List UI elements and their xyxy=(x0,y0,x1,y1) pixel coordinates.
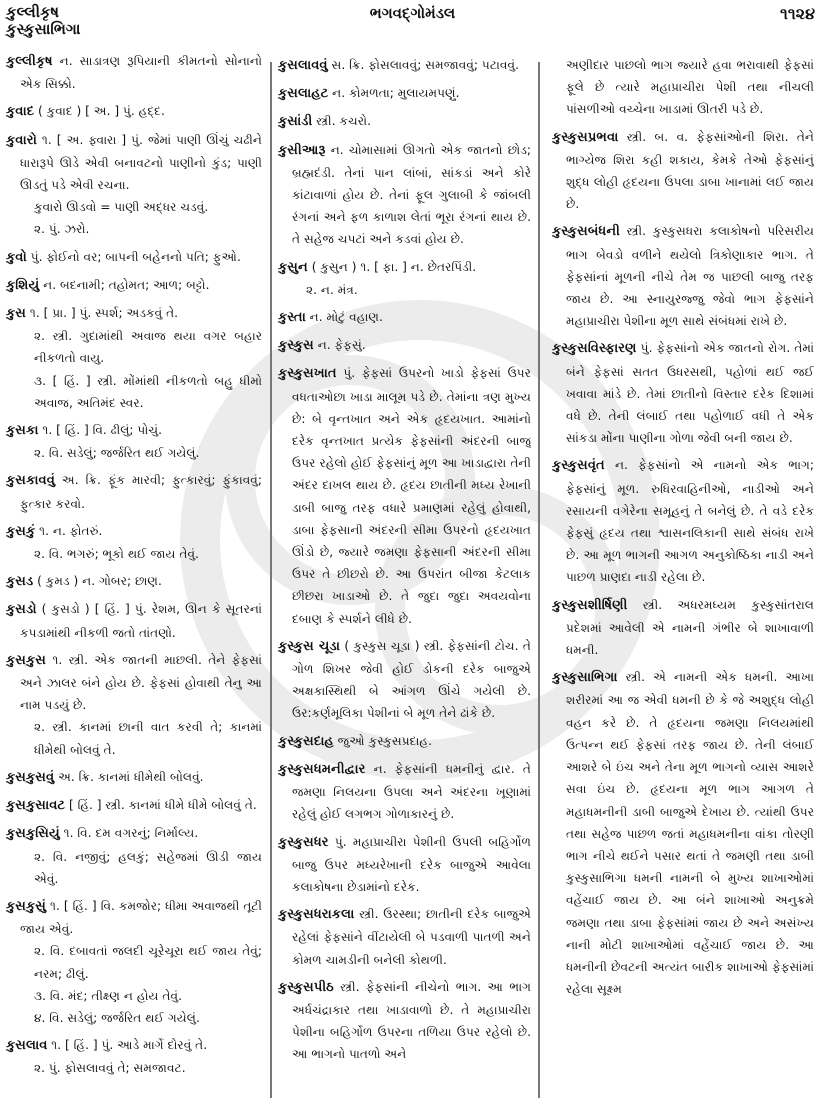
entry-definition: ન. સાડાત્રણ રૂપિયાની કીમતનો સોનાનો એક સિક્કો. xyxy=(20,54,262,92)
dictionary-entry xyxy=(552,126,814,216)
dictionary-entry xyxy=(6,570,262,593)
dictionary-entry xyxy=(6,274,262,297)
entry-subsense: ૨. સ્ત્રી. ગુદામાંથી અવાજ થયા વગર બહાર નીકળતો વાયુ. xyxy=(34,329,262,366)
dictionary-entry xyxy=(278,831,531,899)
entry-headword: કુસ્કુસદાહ xyxy=(278,733,334,749)
dictionary-entry xyxy=(278,903,531,971)
dictionary-entry xyxy=(6,649,262,761)
entry-subsense: કુવારો ઊડવો = પાણી અદ્ધર ચડવું. xyxy=(34,200,209,215)
dictionary-entry xyxy=(6,100,262,123)
dictionary-entry xyxy=(552,220,814,332)
entry-headword: કુસકુસવું xyxy=(6,769,55,785)
dictionary-entry xyxy=(278,110,531,133)
dictionary-entry xyxy=(552,337,814,449)
entry-headword: કુસ્કુસપીઠ xyxy=(278,979,334,995)
entry-definition: પું. ફેફસાંનો એક જાતનો રોગ. તેમાં બંને ફેફસાં સતત ઉધરસથી, પહોળાં થઈ જઈ ખવાવા માંડે છે. તેમાં છાતીનો વિસ્તાર દરેક દિશામાં વધે છે. તેની લંબાઈ તથા પહોળાઈ વધી તે એક સાંકડા મોંના પાણીના ગોળા જેવી બની જાય છે. xyxy=(566,341,814,446)
dictionary-columns xyxy=(0,48,825,1103)
entry-definition: ન. ફેફસું. xyxy=(313,338,366,353)
entry-headword: કુસ્કુસખાત xyxy=(278,366,337,382)
entry-headword: કુશિયું xyxy=(6,277,40,293)
entry-headword: કુવાદ xyxy=(6,104,35,120)
entry-definition: ન. કોમળતા; મુલાયમપણું. xyxy=(328,86,460,101)
entry-headword: કુસ્કુસાભિગા xyxy=(552,670,618,686)
entry-definition: ૧. [ હિં. ] વિ. ઢીલું; પોચું. xyxy=(38,423,162,438)
entry-subsense: ૪. વિ. સડેલું; જર્જરિત થઈ ગયેલું. xyxy=(34,1010,200,1025)
entry-headword: કુસાંડી xyxy=(278,114,313,130)
entry-definition: ( કુવાદ ) [ અ. ] પું. હદ્દ. xyxy=(34,104,165,119)
dictionary-entry xyxy=(6,129,262,241)
entry-definition: ૧. [ અ. ફ્વારા ] પું. જેમાં પાણી ઊંચું ચઢીને ધારારૂપે ઊડે એવી બનાવટનો પાણીનો કુંડ; પાણી ઊડતું પડે એવી રચના. xyxy=(20,132,262,193)
entry-definition: પું. ફેફસાં ઉપરનો ખાડો ફેફસાં ઉપર વધતાઓછા ખાડા માલૂમ પડે છે. તેમાંના ત્રણ મુખ્ય છે: બે વૃન્તખાત અને એક હૃદયખાત. આમાંનો દરેક વૃન્તખાત પ્રત્યેક ફેફસાંની અંદરની બાજુ ઉપર રહેલો હોઈ ફેફસાંનું મૂળ આ ખાડાદ્વારા તેની અંદર દાખલ થાય છે. હૃદય છાતીની મધ્ય રેખાની ડાબી બાજુ તરફ વધારે પ્રમાણમાં રહેલું હોવાથી, ડાબા ફેફસાની અંદરની સીમા ઉપરનો હૃદયખાત ઊંડો છે, જ્યારે જમણા ફેફસાની અંદરની સીમા ઉપર તે છીછરો છે. આ ઉપરાંત બીજા કેટલાક છીછરા ખાડાઓ છે. તે જુદા જુદા અવયવોના દબાણ કે સ્પર્શને લીધે છે. xyxy=(292,366,531,626)
entry-definition: ન. ફેફસાંનો એ નામનો એક ભાગ; ફેફસાંનું મૂળ. રુધિરવાહિનીઓ, નાડીઓ અને રસાયની વગેરેના સમૂહનું તે બનેલું છે. તે વડે દરેક ફેફસું હૃદય તથા શ્વાસનલિકાની સાથે સંબંધ રાખે છે. આ મૂળ ભાગની આગળ અનુકોષ્ઠિકા નાડી અને પાછળ પ્રાણદા નાડી રહેલા છે. xyxy=(566,458,814,585)
entry-definition: પું. ફોઈનો વર; બાપની બહેનનો પતિ; ફુઓ. xyxy=(26,249,241,264)
dictionary-entry xyxy=(278,334,531,357)
dictionary-entry xyxy=(278,139,531,251)
entry-definition: ૧. વિ. દમ વગરનું; નિર્માલ્ય. xyxy=(59,826,199,841)
dictionary-entry xyxy=(278,82,531,105)
entry-definition: ૧. [ હિં. ] પું. આડે માર્ગે દોરવું તે. xyxy=(47,1038,208,1053)
dictionary-entry xyxy=(278,306,531,329)
entry-subsense: ૨. વિ. સડેલું; જર્જરિત થઈ ગયેલું. xyxy=(34,446,200,461)
dictionary-entry xyxy=(6,1034,262,1079)
entry-headword: કુસકાવવું xyxy=(6,473,55,489)
entry-definition: [ હિં. ] સ્ત્રી. કાનમાં ધીમે ધીમે બોલવું તે. xyxy=(65,798,257,813)
entry-headword: કુસુન xyxy=(278,259,308,275)
entry-headword: કુસ્કુસશીર્ષિણી xyxy=(552,597,628,613)
entry-definition: ન. ચોમાસામાં ઊગતો એક જાતનો છોડ; બ્રહ્મદંડી. તેનાં પાન લાંબાં, સાંકડાં અને કોરે કાંટાવાળાં હોય છે. તેનાં ફૂલ ગુલાબી કે જાંબલી રંગનાં અને ફળ કાળાશ લેતાં ભૂરા રંગનાં થાય છે. તે સહેજ ચપટાં અને કડવાં હોય છે. xyxy=(292,142,531,247)
dictionary-entry xyxy=(278,362,531,629)
entry-headword: કુસલાહટ xyxy=(278,86,329,102)
dictionary-entry xyxy=(278,976,531,1066)
entry-definition: અ. ક્રિ. કાનમાં ધીમેથી બોલવું. xyxy=(54,769,204,784)
guide-word-first: કુલ્લીકૃષ xyxy=(6,3,59,21)
entry-headword: કુલ્લીકૃષ xyxy=(6,54,53,69)
entry-definition: ન. ફેફસાંની ધમનીનું દ્વાર. તે જમણા નિલયના ઉપલા અને અંદરના ખૂણામાં રહેલું હોઈ લગભગ ગોળાકારનું છે. xyxy=(292,761,531,822)
entry-definition: સ્ત્રી. બ. વ. ફેફસાંઓની શિરા. તેને ભાગ્યેજ શિરા કહી શકાય, કેમકે તેઓ ફેફસાંનું શુદ્ધ લોહી હૃદયના ઉપલા ડાબા ખાનામાં લઈ જાય છે. xyxy=(566,129,814,212)
entry-definition: સ્ત્રી. અધરમધ્યમ કુસ્કુસાંતરાલ પ્રદેશમાં આવેલી એ નામની ગંભીર બે શાખાવાળી ધમની. xyxy=(566,597,814,658)
entry-headword: કુસ્કુસપ્રભવા xyxy=(552,129,619,145)
dictionary-entry xyxy=(552,454,814,588)
entry-headword: કુસ્કુસધમનીદ્વાર xyxy=(278,761,366,777)
entry-headword: કુસડો xyxy=(6,602,37,618)
entry-headword: કુસલાવ xyxy=(6,1038,48,1054)
dictionary-entry xyxy=(6,419,262,464)
entry-definition: ન. બદનામી; તહોમત; આળ; બટ્ટો. xyxy=(39,277,210,292)
column-3 xyxy=(552,48,814,1109)
entry-headword: કુસ xyxy=(6,306,26,322)
entry-subsense: ૨. પું. ઝરો. xyxy=(34,222,90,237)
dictionary-entry xyxy=(278,256,531,301)
entry-definition: ( કુસુન ) ૧. [ ફા. ] ન. છેતરપિંડી. xyxy=(307,259,477,274)
entry-headword: કુસડ xyxy=(6,574,34,590)
dictionary-entry xyxy=(6,895,262,1029)
entry-headword: કુસીઆરૂ xyxy=(278,142,326,158)
entry-headword: કુસકુસું xyxy=(6,898,46,914)
entry-definition: સ્ત્રી. ઉરસ્થા; છાતીની દરેક બાજુએ રહેલાં ફેફસાંને વીંટાયેલી બે પડવાળી પાતળી અને કોમળ ચામડીની બનેલી કોથળી. xyxy=(292,907,531,967)
dictionary-entry xyxy=(278,635,531,725)
entry-headword: કુસકુસાવટ xyxy=(6,798,66,814)
dictionary-entry xyxy=(6,794,262,817)
dictionary-entry xyxy=(6,520,262,565)
dictionary-entry xyxy=(552,666,814,1000)
entry-headword: કુસ્કુસ ચૂડા xyxy=(278,638,340,654)
entry-subsense: ૩. [ હિં. ] સ્ત્રી. મોંમાંથી નીકળતો બહુ ધીમો અવાજ, અતિમંદ સ્વર. xyxy=(34,373,262,410)
guide-word-last: કુસ્કુસાભિગા xyxy=(6,20,81,38)
entry-headword: કુસલાવવું xyxy=(278,58,328,73)
column-2 xyxy=(278,48,531,1109)
entry-subsense: ૨. ન. મંત્ર. xyxy=(306,282,358,297)
entry-headword: કુસ્કુસબંધની xyxy=(552,224,620,240)
dictionary-entry xyxy=(278,54,531,77)
dictionary-entry xyxy=(6,246,262,269)
dictionary-entry xyxy=(6,50,262,95)
entry-headword: કુવો xyxy=(6,249,27,265)
entry-definition: ( કુસ્કુસ ચૂડા ) સ્ત્રી. ફેફસાંની ટોચ. તે ગોળ શિખર જેવી હોઈ ડોકની દરેક બાજુએ અક્ષકાસ્થિથી બે આંગળ ઊંચે ગયેલી છે. ઉર:કર્ણમૂલિકા પેશીનાં બે મૂળ તેને ઢાંકે છે. xyxy=(292,638,531,721)
entry-headword: કુસકુસિયું xyxy=(6,826,60,842)
entry-subsense: ૨. વિ. ભગરું; ભૂકો થઈ જાય તેવું. xyxy=(34,547,199,562)
entry-headword: કુસકુસ xyxy=(6,652,46,668)
dictionary-entry xyxy=(6,766,262,789)
entry-headword: કુસ્કુસ xyxy=(278,338,314,354)
entry-subsense: ૨. પું. ફોસલાવવું તે; સમજાવટ. xyxy=(34,1061,186,1076)
entry-definition: અ. ક્રિ. ફૂંક મારવી; ફુત્કારવું; ફુંકાવવું; ફુત્કાર કરવો. xyxy=(20,473,262,511)
entry-definition: ( કુમડ ) ન. ગોબર; છાણ. xyxy=(33,574,162,589)
dictionary-entry xyxy=(552,594,814,662)
entry-definition: ૧. ન. ફોતરું. xyxy=(35,523,103,538)
entry-headword: કુસકું xyxy=(6,523,36,539)
entry-definition: સ્ત્રી. એ નામની એક ધમની. આખા શરીરમાં આ જ એવી ધમની છે કે જે અશુદ્ધ લોહી વહન કરે છે. તે હૃદયના જમણા નિલયમાંથી ઉત્પન્ન થઈ ફેફસાં તરફ જાય છે. તેની લંબાઈ આશરે બે ઇંચ અને તેના મૂળ ભાગનો વ્યાસ આશરે સવા ઇંચ છે. હૃદયના મૂળ ભાગ આગળ તે મહાધમનીની ડાબી બાજુએ દેખાય છે. ત્યાંથી ઉપર તથા સહેજ પાછળ જતાં મહાધમનીના વાંકા તોરણી ભાગ નીચે થઈને પસાર થતાં તે જમણી તથા ડાબી કુસ્કુસાભિગા ધમની નામની બે મુખ્ય શાખાઓમાં વહેંચાઈ જાય છે. આ બંને શાખાઓ અનુક્રમે જમણા તથા ડાબા ફેફસાંમાં જાય છે અને અસંખ્ય નાની મોટી શાખાઓમાં વહેંચાઈ જાય છે. આ ધમનીની છેવટની અત્યંત બારીક શાખાઓ ફેફસાંમાં રહેલા સૂક્ષ્મ xyxy=(566,670,814,997)
entry-definition: સ્ત્રી. કુસ્કુસધરા કલાકોષનો પરિસરીય ભાગ બેવડો વળીને થયેલો ત્રિકોણાકાર ભાગ. તે ફેફસાંનાં મૂળની નીચે તેમ જ પાછલી બાજુ તરફ જાય છે. આ સ્નાયુરજ્જુ જેવો ભાગ ફેફસાંને મહાપ્રાચીરા પેશીના મૂળ સાથે સંબંધમાં રાખે છે. xyxy=(566,224,814,329)
entry-definition: સ્ત્રી. ફેફસાંની નીચેનો ભાગ. આ ભાગ અર્ધચંદ્રાકાર તથા ખાડાવાળો છે. તે મહાપ્રાચીરા પેશીના બહિર્ગોળ ઉપરના તળિયા ઉપર રહેલો છે. આ ભાગનો પાતળો અને xyxy=(292,979,531,1062)
column-1 xyxy=(6,48,262,1105)
dictionary-entry xyxy=(278,758,531,826)
entry-headword: કુવારો xyxy=(6,132,37,148)
entry-definition: ૧. [ પ્રા. ] પું. સ્પર્શ; અડકવું તે. xyxy=(26,306,179,321)
running-title: ભગવદ્ગોમંડલ xyxy=(369,4,456,22)
entry-continuation: અણીદાર પાછલો ભાગ જ્યારે હવા ભરાવાથી ફેફસાં ફૂલે છે ત્યારે મહાપ્રાચીરા પેશી તથા નીચલી પાંસળીઓ વચ્ચેના ખાડામાં ઊતરી પડે છે. xyxy=(566,58,814,117)
dictionary-entry xyxy=(6,469,262,514)
entry-definition: જુઓ કુસ્કુસપ્રદાહ. xyxy=(333,733,432,748)
entry-subsense: ૩. વિ. મંદ; તીક્ષ્ણ ન હોય તેવું. xyxy=(34,988,182,1003)
entry-headword: કુસ્કુસધરાકલા xyxy=(278,907,355,923)
entry-subsense: ૨. વિ. દબાવતાં જલદી ચૂરેચૂરા થઈ જાય તેવું; નરમ; ઢીલું. xyxy=(34,944,262,981)
entry-headword: કુસકા xyxy=(6,423,39,439)
entry-definition: સ. ક્રિ. ફોસલાવવું; સમજાવવું; પટાવવું. xyxy=(327,58,519,72)
page-header xyxy=(0,0,825,40)
dictionary-entry xyxy=(6,598,262,643)
dictionary-entry xyxy=(278,730,531,753)
dictionary-entry xyxy=(6,302,262,414)
entry-definition: ન. મોટું વહાણ. xyxy=(305,310,383,325)
entry-subsense: ૨. વિ. નજીવું; હલકું; સહેજમાં ઊડી જાય એવું. xyxy=(34,849,262,886)
entry-definition: ( કુસડો ) [ હિં. ] પું. રેશમ, ઊન કે સૂતરનાં કપડામાંથી નીકળી જતો તાંતણો. xyxy=(20,602,262,640)
entry-headword: કુસ્તા xyxy=(278,310,306,326)
entry-headword: કુસ્કુસધર xyxy=(278,834,329,850)
entry-subsense: ૨. સ્ત્રી. કાનમાં છાની વાત કરવી તે; કાનમાં ધીમેથી બોલવું તે. xyxy=(34,720,262,757)
entry-definition: સ્ત્રી. કચરો. xyxy=(312,114,371,129)
page-number: ૧૧૨૪ xyxy=(780,4,815,23)
entry-headword: કુસ્કુસવિસ્ફારણ xyxy=(552,341,637,357)
dictionary-entry xyxy=(6,822,262,890)
entry-headword: કુસ્કુસવૃંત xyxy=(552,458,605,474)
entry-definition: પું. મહાપ્રાચીરા પેશીની ઉપલી બહિર્ગોળ બાજુ ઉપર મધ્યરેખાની દરેક બાજુએ આવેલા કલાકોષના છેડામાંનો દરેક. xyxy=(292,834,531,894)
entry-definition: ૧. [ હિં. ] વિ. કમજોર; ધીમા અવાજથી તૂટી જાય એવું. xyxy=(20,898,262,937)
entry-definition: ૧. સ્ત્રી. એક જાતની માછલી. તેને ફેફસાં અને ઝાલર બંને હોય છે. ફેફસાં હોવાથી તેનુ આ નામ પડયું છે. xyxy=(20,652,262,713)
